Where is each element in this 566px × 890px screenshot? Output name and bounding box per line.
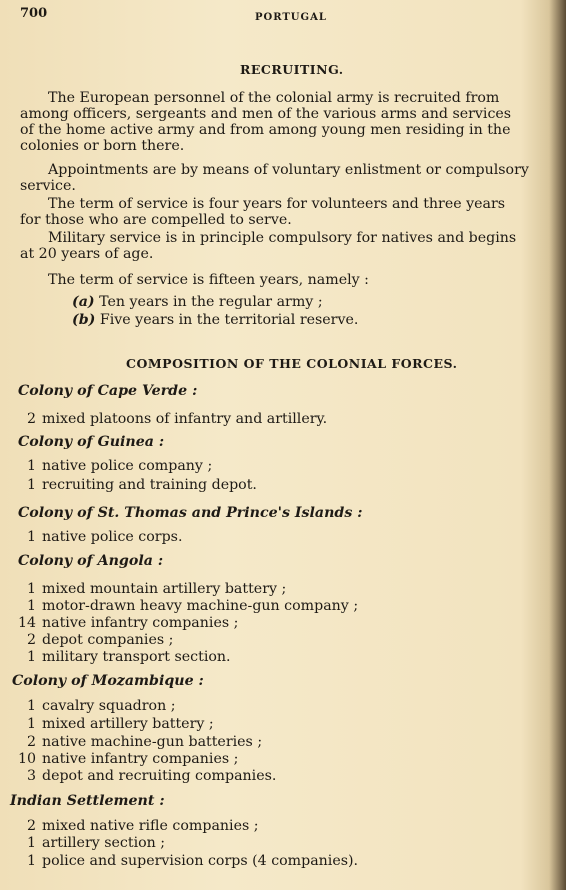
unit-text: military transport section. — [42, 649, 231, 665]
text-line: The European personnel of the colonial army is recruited from — [48, 90, 500, 106]
unit-qty: 1 — [26, 716, 36, 732]
unit-item — [14, 698, 176, 714]
unit-qty: 1 — [26, 598, 36, 614]
unit-item — [14, 853, 358, 869]
composition-heading: COMPOSITION OF THE COLONIAL FORCES. — [126, 356, 458, 371]
text-line: The term of service is fifteen years, namely : — [48, 272, 369, 288]
unit-item — [14, 581, 286, 597]
text-line: The term of service is four years for volunteers and three years — [48, 196, 506, 212]
text-line: service. — [20, 178, 76, 194]
unit-text: native machine-gun batteries ; — [42, 734, 263, 750]
unit-item — [14, 768, 276, 784]
unit-text: recruiting and training depot. — [42, 477, 257, 493]
unit-item — [14, 411, 327, 427]
text-line: colonies or born there. — [20, 138, 185, 154]
unit-text: native police company ; — [42, 458, 213, 474]
running-title: PORTUGAL — [255, 12, 327, 23]
unit-qty: 1 — [26, 698, 36, 714]
unit-qty: 1 — [26, 529, 36, 545]
unit-qty: 14 — [17, 615, 36, 631]
term-marker: (b) — [72, 312, 96, 328]
unit-qty: 1 — [26, 477, 36, 493]
text-line: at 20 years of age. — [20, 246, 154, 262]
colony-heading: Indian Settlement : — [10, 793, 165, 809]
term-text: Ten years in the regular army ; — [99, 294, 323, 310]
unit-text: police and supervision corps (4 companies). — [42, 853, 359, 869]
unit-qty: 1 — [26, 649, 36, 665]
unit-text: mixed artillery battery ; — [42, 716, 214, 732]
unit-text: cavalry squadron ; — [42, 698, 176, 714]
unit-text: artillery section ; — [42, 835, 166, 851]
unit-item — [14, 835, 165, 851]
unit-text: motor-drawn heavy machine-gun company ; — [42, 598, 359, 614]
text-line: among officers, sergeants and men of the various arms and services — [20, 106, 512, 122]
unit-qty: 3 — [26, 768, 36, 784]
term-marker: (a) — [72, 294, 95, 310]
unit-text: depot and recruiting companies. — [42, 768, 277, 784]
text-line: of the home active army and from among young men residing in the — [20, 122, 511, 138]
term-item — [72, 312, 358, 328]
unit-item — [14, 649, 231, 665]
unit-text: native infantry companies ; — [42, 751, 239, 767]
unit-qty: 2 — [26, 411, 36, 427]
colony-heading: Colony of Mozambique : — [12, 673, 204, 689]
unit-item — [14, 529, 182, 545]
unit-text: native police corps. — [42, 529, 183, 545]
page-number: 700 — [20, 6, 48, 21]
unit-qty: 1 — [26, 835, 36, 851]
unit-item — [14, 598, 358, 614]
unit-text: mixed native rifle companies ; — [42, 818, 259, 834]
colony-heading: Colony of Cape Verde : — [18, 383, 198, 399]
text-line: Appointments are by means of voluntary enlistment or compulsory — [48, 162, 529, 178]
recruiting-heading: RECRUITING. — [240, 62, 344, 77]
unit-item — [14, 818, 259, 834]
unit-text: native infantry companies ; — [42, 615, 239, 631]
unit-text: mixed platoons of infantry and artillery. — [42, 411, 328, 427]
unit-item — [14, 458, 212, 474]
unit-qty: 2 — [26, 734, 36, 750]
term-text: Five years in the territorial reserve. — [99, 312, 359, 328]
colony-heading: Colony of Guinea : — [18, 434, 165, 450]
unit-item — [14, 751, 238, 767]
unit-qty: 2 — [26, 818, 36, 834]
text-line: Military service is in principle compulsory for natives and begins — [48, 230, 517, 246]
unit-text: mixed mountain artillery battery ; — [42, 581, 287, 597]
colony-heading: Colony of Angola : — [18, 553, 164, 569]
unit-item — [14, 716, 214, 732]
unit-qty: 1 — [26, 458, 36, 474]
text-line: for those who are compelled to serve. — [20, 212, 292, 228]
unit-item — [14, 615, 238, 631]
unit-item — [14, 734, 262, 750]
unit-item — [14, 632, 173, 648]
unit-text: depot companies ; — [42, 632, 174, 648]
term-item — [72, 294, 323, 310]
unit-qty: 2 — [26, 632, 36, 648]
colony-heading: Colony of St. Thomas and Prince's Islands : — [18, 505, 363, 521]
unit-item — [14, 477, 257, 493]
unit-qty: 1 — [26, 581, 36, 597]
unit-qty: 1 — [26, 853, 36, 869]
unit-qty: 10 — [17, 751, 36, 767]
